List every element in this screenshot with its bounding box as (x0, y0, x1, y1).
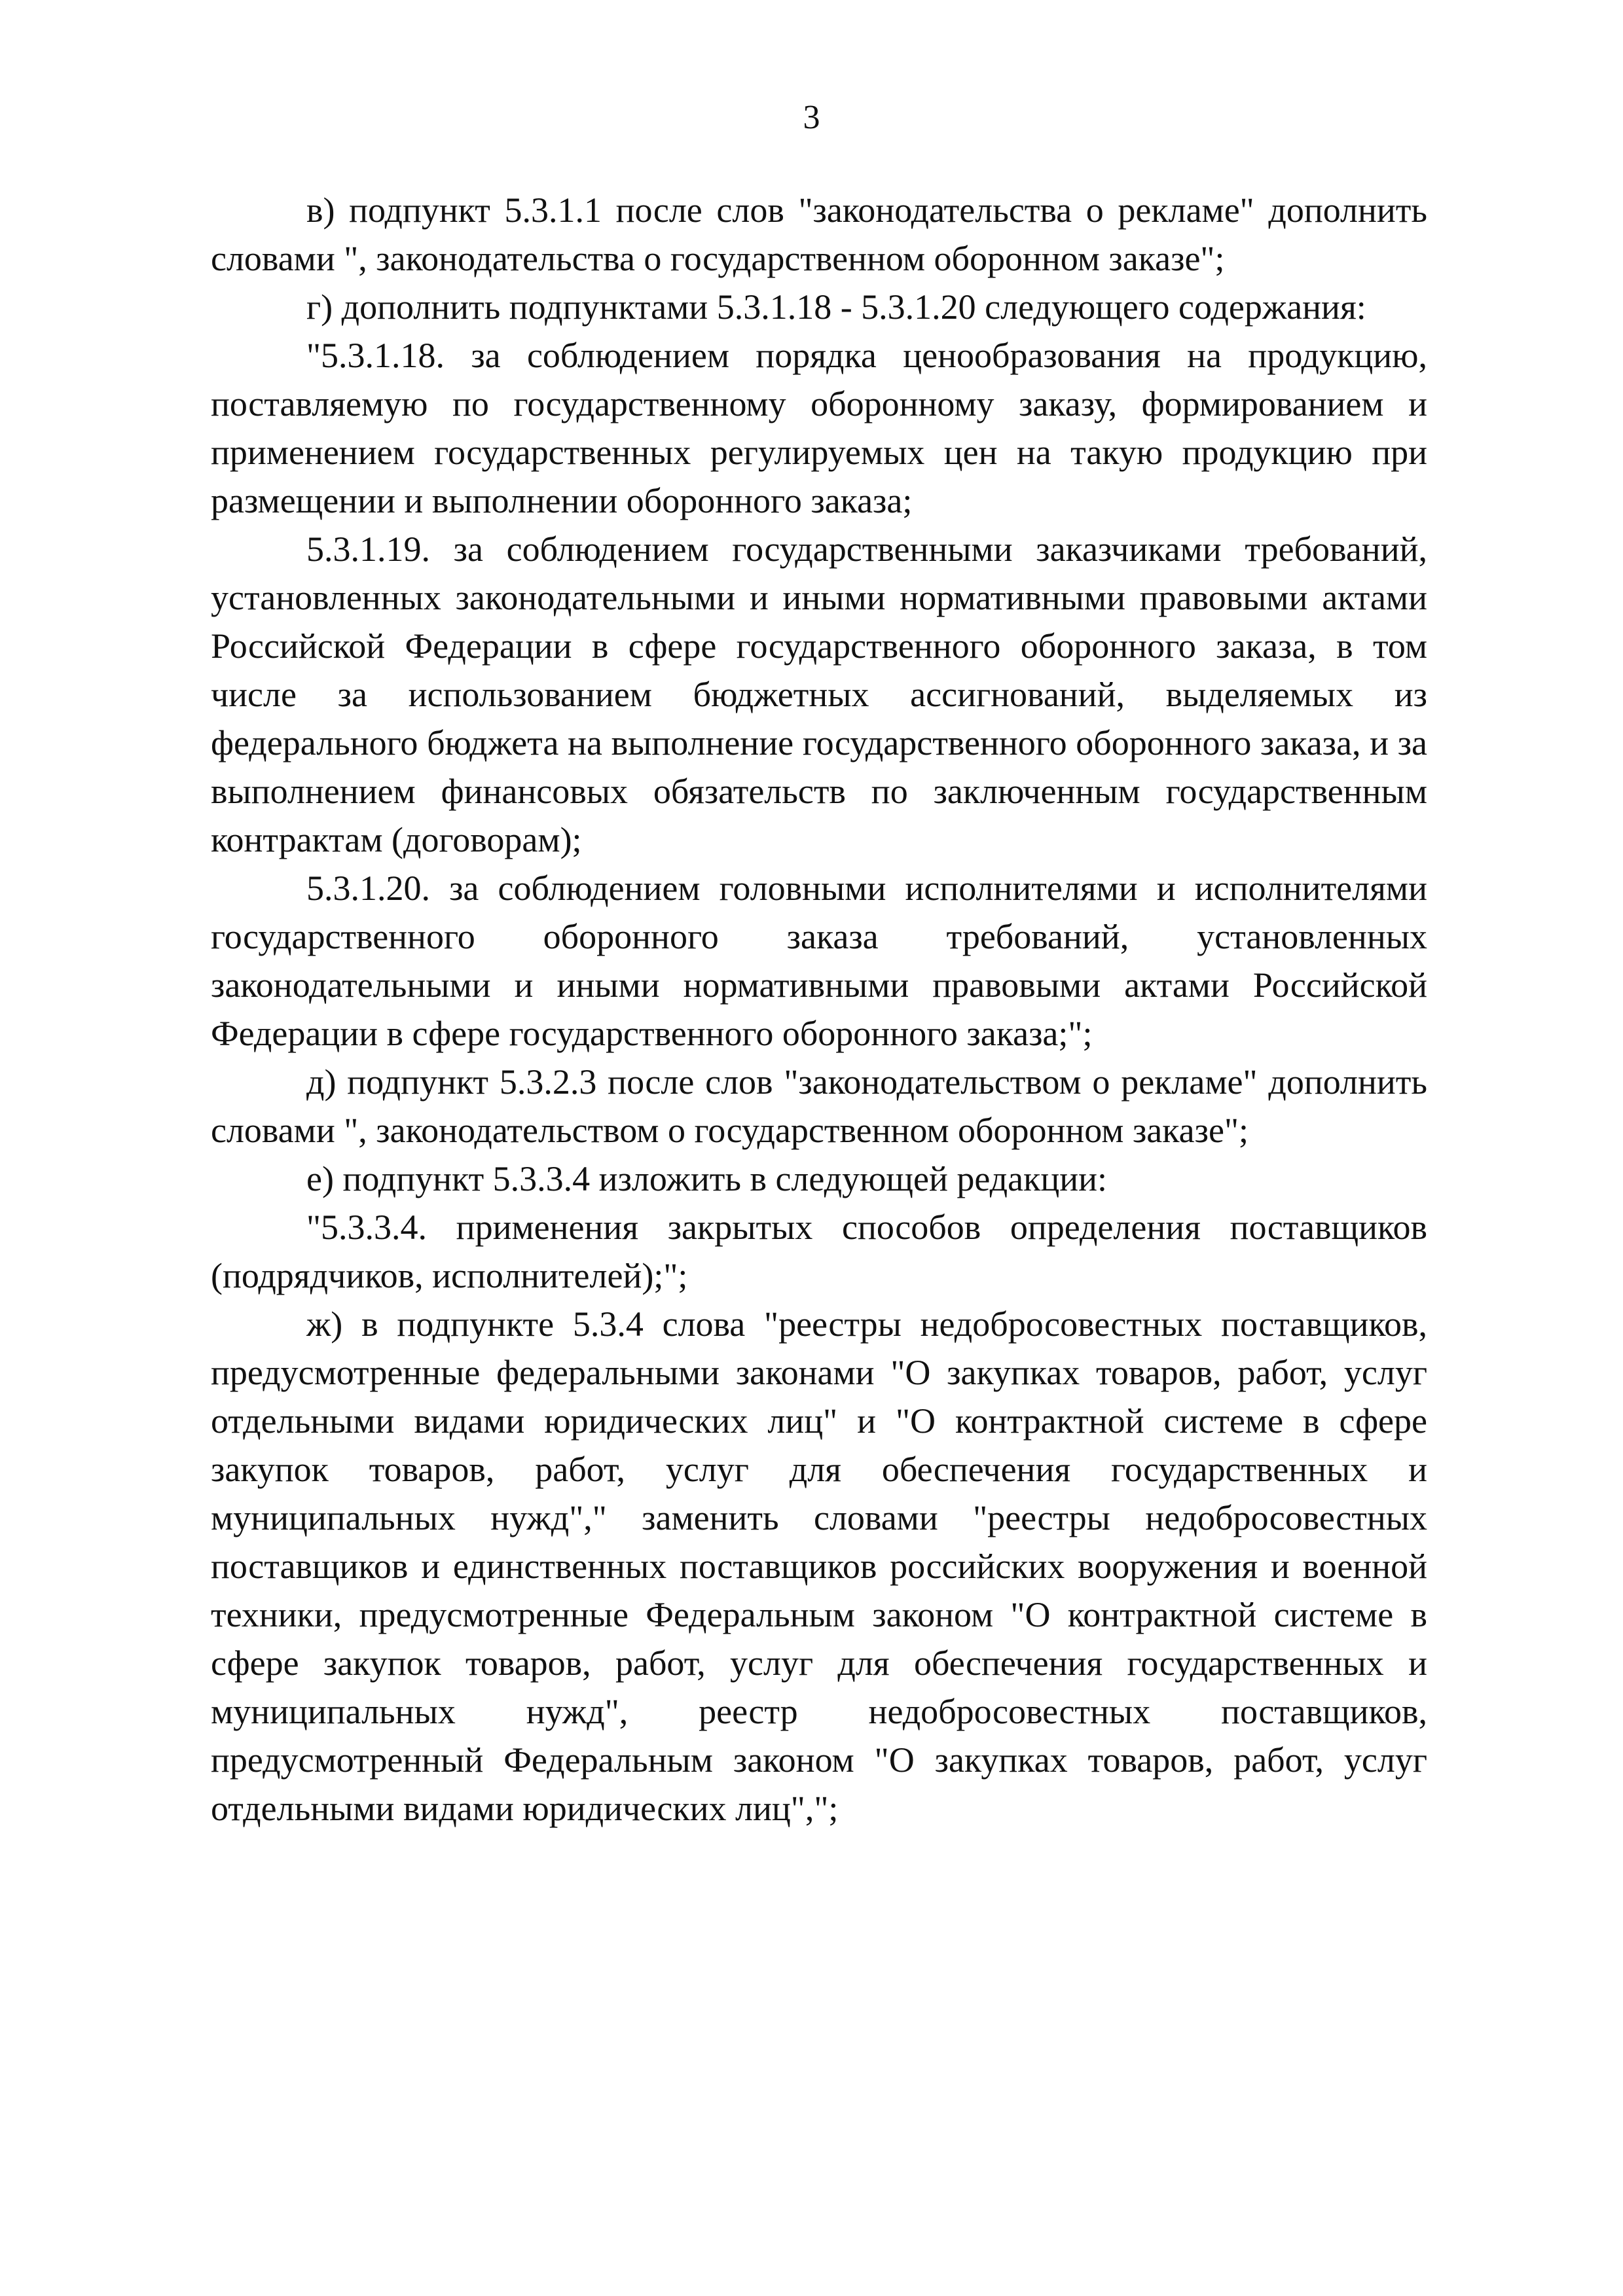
paragraph-5-3-1-20: 5.3.1.20. за соблюдением головными исполнителями и исполнителями государственного оборонного заказа требований, установленных законодательными и иными нормативными правовыми актами Российской Федерации в сфере государственного оборонного заказа;"; (211, 869, 1427, 1053)
paragraph-g: г) дополнить подпунктами 5.3.1.18 - 5.3.1.20 следующего содержания: (306, 287, 1366, 327)
paragraph-d: д) подпункт 5.3.2.3 после слов "законодательством о рекламе" дополнить словами ", законодательством о государственном оборонном заказе"; (211, 1062, 1427, 1150)
paragraph-5-3-1-18: "5.3.1.18. за соблюдением порядка ценообразования на продукцию, поставляемую по государственному оборонному заказу, формированием и применением государственных регулируемых цен на такую продукцию при размещении и выполнении оборонного заказа; (211, 336, 1427, 520)
paragraph-5-3-3-4: "5.3.3.4. применения закрытых способов определения поставщиков (подрядчиков, исполнителей);"; (211, 1208, 1427, 1295)
paragraph-v: в) подпункт 5.3.1.1 после слов "законодательства о рекламе" дополнить словами ", законодательства о государственном оборонном заказе"; (211, 190, 1427, 278)
document-body (211, 186, 1427, 1833)
paragraph-zh: ж) в подпункте 5.3.4 слова "реестры недобросовестных поставщиков, предусмотренные федеральными законами "О закупках товаров, работ, услуг отдельными видами юридических лиц" и "О контрактной системе в сфере закупок товаров, работ, услуг для обеспечения государственных и муниципальных нужд"," заменить словами "реестры недобросовестных поставщиков и единственных поставщиков российских вооружения и военной техники, предусмотренные Федеральным законом "О контрактной системе в сфере закупок товаров, работ, услуг для обеспечения государственных и муниципальных нужд", реестр недобросовестных поставщиков, предусмотренный Федеральным законом "О закупках товаров, работ, услуг отдельными видами юридических лиц","; (211, 1304, 1427, 1828)
page-number: 3 (803, 99, 820, 136)
paragraph-e: е) подпункт 5.3.3.4 изложить в следующей редакции: (306, 1159, 1108, 1198)
paragraph-5-3-1-19: 5.3.1.19. за соблюдением государственными заказчиками требований, установленных законодательными и иными нормативными правовыми актами Российской Федерации в сфере государственного оборонного заказа, в том числе за использованием бюджетных ассигнований, выделяемых из федерального бюджета на выполнение государственного оборонного заказа, и за выполнением финансовых обязательств по заключенным государственным контрактам (договорам); (211, 529, 1427, 859)
